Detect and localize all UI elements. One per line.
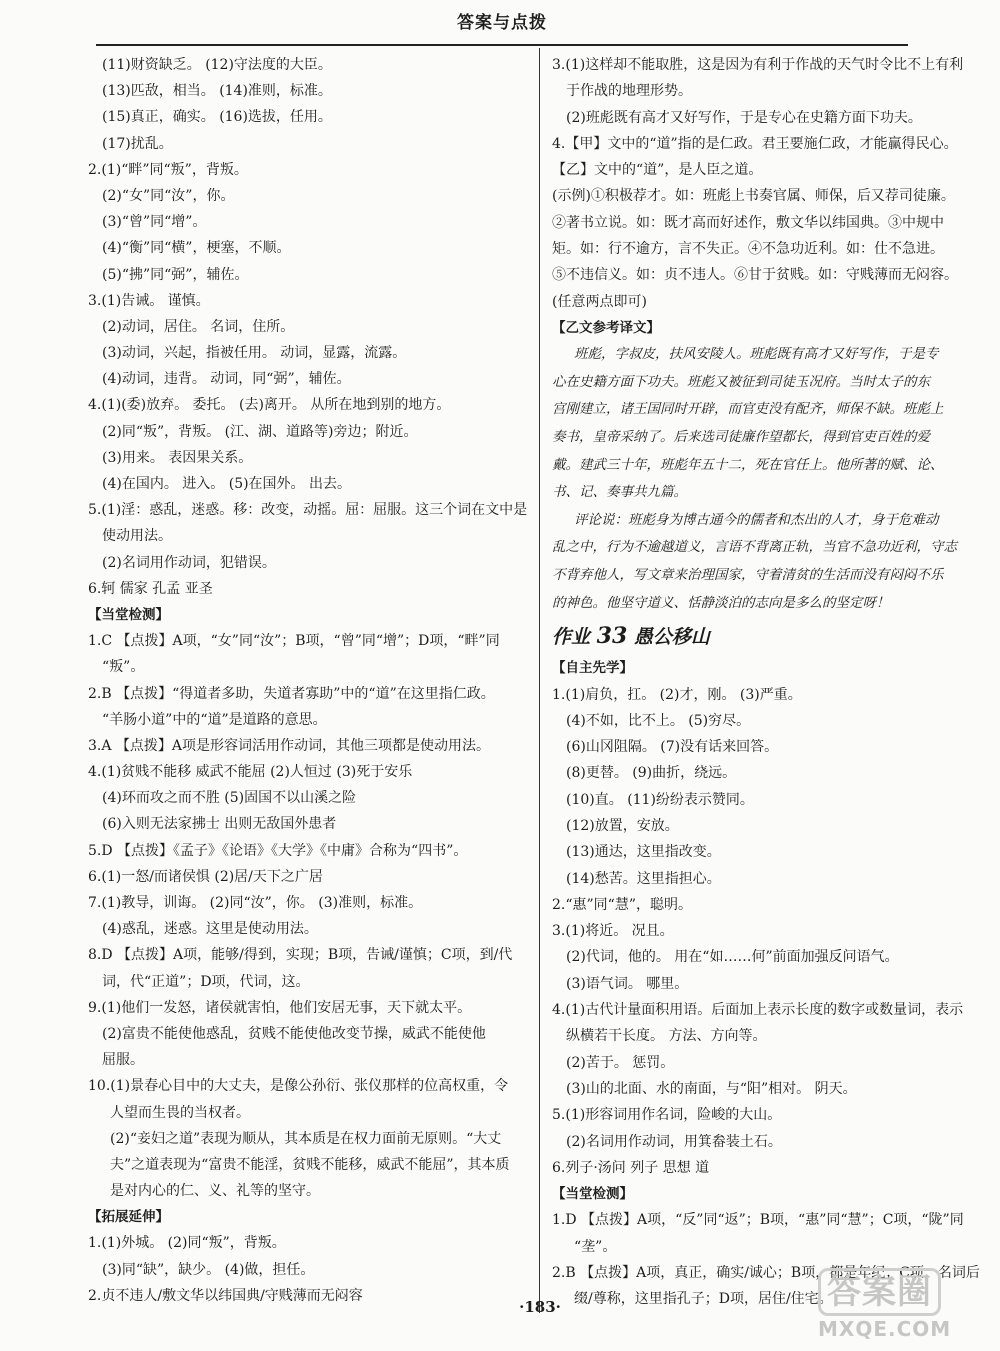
text-line: 戴。建武三十年，班彪年五十二，死在官任上。他所著的赋、论、 (552, 456, 944, 473)
text-line: (2)名词用作动词，用箕畚装土石。 (566, 1133, 782, 1150)
text-line: (3)“曾”同“增”。 (102, 214, 207, 231)
section-title (552, 617, 984, 655)
text-line: 8.D 【点拨】A项，能够/得到，实现；B项，告诫/谨慎；C项，到/代 (88, 947, 513, 964)
text-line: (11)财资缺乏。 (12)守法度的大臣。 (102, 57, 332, 73)
text-line: 屈服。 (102, 1052, 144, 1069)
text-line: 2.B 【点拨】“得道者多助，失道者寡助”中的“道”在这里指仁政。 (88, 685, 495, 702)
text-line: (6)入则无法家拂士 出则无敌国外患者 (102, 816, 337, 833)
text-line: 1.D 【点拨】A项，“反”同“返”；B项，“惠”同“慧”；C项，“陇”同 (552, 1212, 964, 1229)
text-line: 9.(1)他们一发怒，诸侯就害怕，他们安居无事，天下就太平。 (88, 999, 472, 1016)
text-line: 【乙】文中的“道”，是人臣之道。 (552, 162, 763, 179)
section-number: 33 (596, 623, 628, 650)
text-line: (13)匹敌，相当。 (14)准则，标准。 (102, 83, 332, 100)
text-line: 3.(1)告诫。 谨慎。 (88, 292, 210, 309)
text-line: 2.B 【点拨】A项，真正，确实/诚心；B项，都是年纪；C项，名词后 (552, 1265, 980, 1282)
text-line: (3)用来。 表因果关系。 (102, 449, 253, 466)
text-line: 10.(1)景春心目中的大丈夫，是像公孙衍、张仪那样的位高权重，令 (88, 1078, 509, 1095)
text-line: (2)“女”同“汝”，你。 (102, 187, 235, 204)
text-line: (3)同“缺”，缺少。 (4)做，担任。 (102, 1261, 315, 1278)
watermark-url: MXQE.COM (818, 1317, 952, 1341)
text-line: (2)同“叛”，背叛。 (江、湖、道路等)旁边；附近。 (102, 423, 418, 440)
text-line: ⑤不违信义。如：贞不违人。⑥甘于贫贱。如：守贱薄而无闷容。 (552, 267, 958, 284)
right-top-answers (552, 52, 984, 341)
text-line: (3)动词，兴起，指被任用。 动词，显露，流露。 (102, 345, 407, 362)
text-line: (4)“衡”同“横”，梗塞，不顺。 (102, 240, 291, 257)
text-line: 6.(1)一怒/而诸侯惧 (2)居/天下之广居 (88, 868, 323, 885)
page-number: ·183· (519, 1298, 561, 1316)
right-bottom-answers (552, 655, 984, 1312)
text-line: 班彪，字叔皮，扶风安陵人。班彪既有高才又好写作，于是专 (574, 346, 939, 363)
text-line: (2)班彪既有高才又好写作，于是专心在史籍方面下功夫。 (566, 109, 922, 126)
watermark-logo: 答案圈 (818, 1268, 941, 1316)
text-line: 宫刚建立，诸王国同时开辟，而官吏没有配齐，师保不缺。班彪上 (552, 401, 944, 418)
text-line: 3.(1)将近。 况且。 (552, 923, 674, 940)
text-line: 的神色。他坚守道义、恬静淡泊的志向是多么的坚定呀！ (552, 594, 890, 611)
text-line: 矩。如：行不逾方，言不失正。④不急功近利。如：仕不急进。 (552, 241, 944, 258)
text-line: 7.(1)教导，训诲。 (2)同“汝”，你。 (3)准则，标准。 (88, 895, 423, 911)
text-line: (14)愁苦。这里指担心。 (566, 870, 721, 887)
text-line: 5.(1)淫：惑乱，迷惑。移：改变，动摇。屈：屈服。这三个词在文中是 (88, 502, 528, 519)
translation-essay (552, 341, 984, 617)
text-line: (4)不如，比不上。 (5)穷尽。 (566, 712, 751, 729)
text-line: 乱之中，行为不逾越道义，言语不背离正轨，当官不急功近利，守志 (552, 539, 957, 556)
text-line: 4.(1)古代计量面积用语。后面加上表示长度的数字或数量词，表示 (552, 1002, 964, 1019)
section-heading: 【乙文参考译文】 (552, 319, 660, 336)
text-line: (15)真正，确实。 (16)选拔，任用。 (102, 109, 332, 126)
text-line: (示例)①积极荐才。如：班彪上书奏官属、师保，后又荐司徒廉。 (552, 188, 955, 205)
text-line: (2)苦于。 惩罚。 (566, 1054, 675, 1071)
text-line: 3.(1)这样却不能取胜，这是因为有利于作战的天气时令比不上有利 (552, 57, 964, 73)
text-line: (2)代词，他的。 用在“如……何”前面加强反问语气。 (566, 949, 899, 966)
text-line: 1.C 【点拨】A项，“女”同“汝”；B项，“曾”同“增”；D项，“畔”同 (88, 633, 500, 650)
text-line: 心在史籍方面下功夫。班彪又被征到司徒玉况府。当时太子的东 (552, 373, 930, 390)
text-line: 于作战的地理形势。 (566, 83, 692, 100)
text-line: 缀/尊称，这里指孔子；D项，居住/住宅。 (574, 1291, 833, 1308)
text-line: (4)在国内。 进入。 (5)在国外。 出去。 (102, 476, 352, 492)
text-line: 词，代“正道”；D项，代词，这。 (102, 973, 310, 990)
text-line: 6.列子·汤问 列子 思想 道 (552, 1159, 710, 1176)
text-line: 是对内心的仁、义、礼等的坚守。 (110, 1183, 320, 1200)
header-title: 答案与点拨 (457, 13, 547, 33)
text-line: “羊肠小道”中的“道”是道路的意思。 (102, 711, 327, 728)
text-line: (17)扰乱。 (102, 135, 173, 152)
text-line: (4)惑乱，迷惑。这里是使动用法。 (102, 921, 318, 938)
text-line: ②著书立说。如：既才高而好述作，敷文华以纬国典。③中规中 (552, 214, 944, 231)
column-divider (539, 48, 540, 1313)
text-line: (4)动词，违背。 动词，同“弼”，辅佐。 (102, 371, 351, 388)
section-heading: 【当堂检测】 (552, 1186, 633, 1203)
left-column (88, 52, 528, 1309)
text-line: 2.(1)“畔”同“叛”，背叛。 (88, 161, 248, 178)
text-line: “叛”。 (102, 659, 145, 676)
text-line: (5)“拂”同“弼”，辅佐。 (102, 266, 249, 283)
text-line: (2)“妾妇之道”表现为顺从，其本质是在权力面前无原则。“大丈 (110, 1130, 502, 1147)
text-line: 4.(1)(委)放弃。 委托。 (去)离开。 从所在地到别的地方。 (88, 397, 451, 414)
text-line: 评论说：班彪身为博古通今的儒者和杰出的人才，身于危难动 (574, 511, 939, 528)
right-column (552, 52, 984, 1313)
section-prefix: 作业 (552, 626, 591, 649)
section-name: 愚公移山 (633, 626, 710, 649)
text-line: 1.(1)肩负，扛。 (2)才，刚。 (3)严重。 (552, 686, 802, 703)
text-line: 夫”之道表现为“富贵不能淫，贫贱不能移，威武不能屈”，其本质 (110, 1156, 510, 1173)
text-line: “垄”。 (574, 1238, 617, 1255)
text-line: (2)名词用作动词，犯错误。 (102, 554, 276, 571)
text-line: 2.“惠”同“慧”，聪明。 (552, 896, 692, 913)
text-line: 3.A 【点拨】A项是形容词活用作动词，其他三项都是使动用法。 (88, 737, 491, 754)
text-line: 使动用法。 (102, 528, 172, 545)
text-line: (3)语气词。 哪里。 (566, 975, 689, 992)
text-line: (10)直。 (11)纷纷表示赞同。 (566, 791, 754, 808)
text-line: 4.(1)贫贱不能移 威武不能屈 (2)人恒过 (3)死于安乐 (88, 764, 413, 781)
text-line: (2)富贵不能使他惑乱，贫贱不能使他改变节操，威武不能使他 (102, 1025, 486, 1042)
text-line: (任意两点即可) (552, 293, 647, 310)
text-line: 不背弃他人，写文章来治理国家，守着清贫的生活而没有闷闷不乐 (552, 567, 944, 584)
text-line: 6.轲 儒家 孔孟 亚圣 (88, 580, 213, 597)
section-heading: 【拓展延伸】 (88, 1209, 169, 1226)
text-line: (4)环而攻之而不胜 (5)固国不以山溪之险 (102, 790, 357, 807)
text-line: 书、记、奏事共九篇。 (552, 484, 687, 501)
text-line: (6)山冈阻隔。 (7)没有话来回答。 (566, 739, 779, 756)
text-line: (8)更替。 (9)曲折，绕远。 (566, 765, 737, 782)
text-line: 2.贞不违人/敷文华以纬国典/守贱薄而无闷容 (88, 1287, 363, 1304)
text-line: 4.【甲】文中的“道”指的是仁政。君王要施仁政，才能赢得民心。 (552, 135, 958, 152)
text-line: (12)放置，安放。 (566, 817, 679, 834)
text-line: 5.(1)形容词用作名词，险峻的大山。 (552, 1107, 782, 1124)
text-line: (3)山的北面、水的南面，与“阳”相对。 阴天。 (566, 1080, 857, 1097)
text-line: (13)通达，这里指改变。 (566, 844, 721, 861)
section-heading: 【自主先学】 (552, 660, 633, 677)
watermark (818, 1268, 988, 1348)
page-header (96, 8, 908, 46)
section-heading: 【当堂检测】 (88, 606, 169, 623)
text-line: (2)动词，居住。 名词，住所。 (102, 318, 295, 335)
text-line: 人望而生畏的当权者。 (110, 1104, 250, 1121)
text-line: 5.D 【点拨】《孟子》《论语》《大学》《中庸》合称为“四书”。 (88, 842, 468, 859)
text-line: 1.(1)外城。 (2)同“叛”，背叛。 (88, 1235, 286, 1252)
text-line: 奏书，皇帝采纳了。后来选司徒廉作望都长，得到官吏百姓的爱 (552, 429, 930, 446)
text-line: 纵横若干长度。 方法、方向等。 (566, 1028, 767, 1045)
